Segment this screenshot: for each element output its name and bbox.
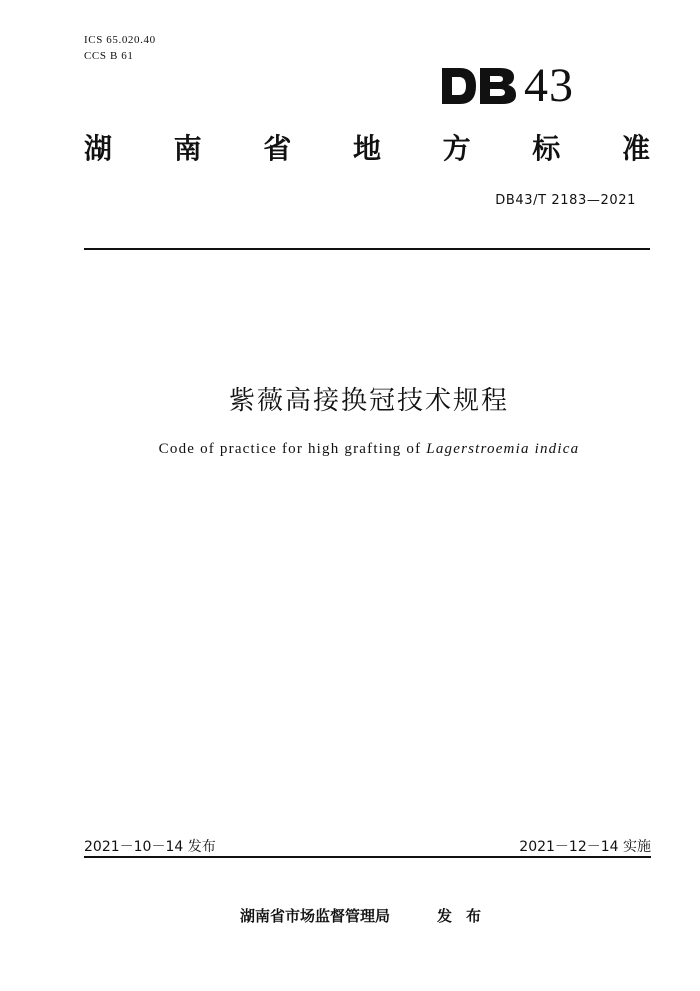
- heading-char: 准: [621, 134, 650, 165]
- document-title: 紫薇高接换冠技术规程: [228, 386, 509, 416]
- heading-char: 湖: [84, 134, 113, 165]
- heading-char: 南: [173, 134, 202, 165]
- standard-code: DB43/T 2183—2021: [495, 193, 636, 208]
- heading-char: 标: [532, 134, 561, 165]
- english-title-text: Code of practice for high grafting of: [158, 441, 427, 457]
- heading-char: 方: [442, 134, 471, 165]
- province-code: 43: [524, 59, 574, 112]
- ics-code: ICS 65.020.40: [84, 34, 156, 46]
- db-logo-mark: [440, 66, 518, 106]
- publish-date: 2021－10－14 发布: [84, 839, 216, 855]
- issuing-authority: 湖南省市场监督管理局: [240, 907, 391, 925]
- footer-divider: [84, 856, 651, 858]
- heading-char: 地: [352, 134, 381, 165]
- implement-date: 2021－12－14 实施: [519, 839, 651, 855]
- species-name: Lagerstroemia indica: [426, 441, 580, 457]
- db-logo: [440, 59, 574, 112]
- ccs-code: CCS B 61: [84, 50, 134, 62]
- heading-char: 省: [263, 134, 292, 165]
- header-divider: [84, 248, 650, 250]
- standard-type-heading: [84, 131, 650, 169]
- classification-codes: [84, 32, 156, 64]
- issue-label: 发布: [437, 907, 496, 925]
- english-title: [0, 441, 700, 458]
